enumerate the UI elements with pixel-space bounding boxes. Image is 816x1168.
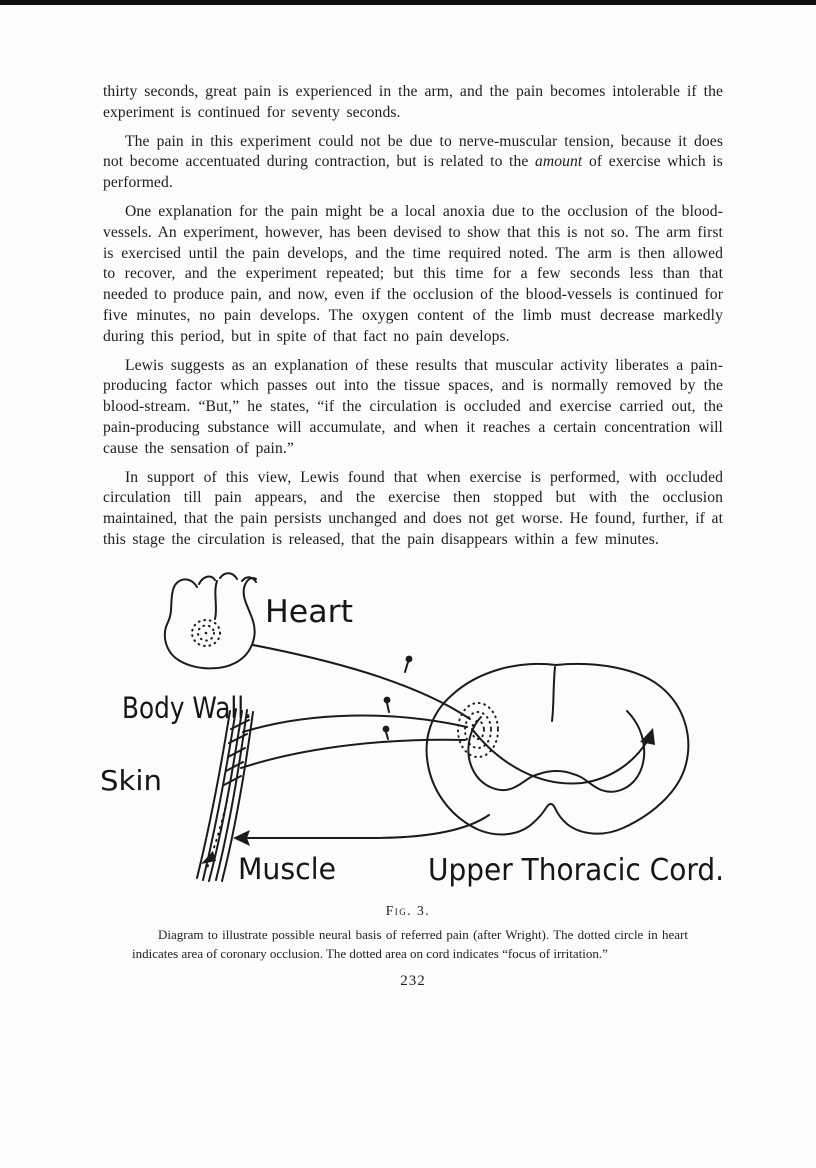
pin-dot [406, 655, 413, 662]
focus-of-irritation-mid [465, 712, 491, 748]
pin-stem [405, 662, 408, 672]
skin-label: Skin [100, 763, 162, 797]
ganglion-pin-1 [405, 655, 412, 671]
spinal-cord-section [427, 664, 689, 835]
italic-word-amount: amount [534, 153, 583, 171]
cord-label: Upper Thoracic Cord. [428, 852, 724, 888]
band-line [203, 709, 236, 880]
cord-outline [427, 664, 689, 835]
paragraph-anoxia-experiment: One explanation for the pain might be a local anoxia due to the occlusion of the blood-vessels. An experiment, however, has been devised to show that this is not so. The arm first is exercised until the pain develops, and the time required noted. The arm is then allowed to recover, and the experiment repeated; but this time for a few seconds less than that needed to produce pain, and now, even if the occlusion of the blood-vessels is continued for five minutes, no pain develops. The oxygen content of the limb must decrease markedly during this period, but in spite of that fact no pain develops. [103, 202, 723, 345]
paragraph-nerve-tension [103, 132, 723, 194]
paragraph-continuation: thirty seconds, great pain is experienced in the arm, and the pain becomes intolerable if the experiment is continued for seventy seconds. [103, 83, 723, 121]
paragraph-occlusion-support: In support of this view, Lewis found that when exercise is performed, with occluded circulation till pain appears, and the exercise then stopped but with the occlusion maintained, that the pain persists unchanged and does not get worse. He found, further, if at this stage the circulation is released, that the pain disappears within a few minutes. [103, 468, 723, 548]
ganglion-pin-2 [384, 696, 391, 711]
figure-caption [0, 903, 816, 963]
paragraph-lewis-explanation: Lewis suggests as an explanation of these results that muscular activity liberates a pain-producing factor which passes out into the tissue spaces, and is normally removed by the blood-stream. “But,” he states, “if the circulation is occluded and exercise carried out, the pain-producing substance will accumulate, and when it reaches a certain concentration will cause the sensation of pain.” [103, 356, 723, 457]
occlusion-center-dot [205, 631, 208, 634]
gray-matter-left [468, 717, 539, 790]
figure-caption-text: Diagram to illustrate possible neural basis of referred pain (after Wright). The dotted circle in heart indicates area of coronary occlusion. The dotted area on cord indicates “focus of irritation.” [132, 926, 688, 961]
gray-matter-right [573, 711, 644, 792]
referred-pain-diagram [0, 569, 816, 899]
paragraph-text: of exercise which is performed. [103, 153, 723, 192]
heart-lobe-line [215, 581, 217, 619]
afferent-from-skin [241, 739, 465, 767]
pin-stem [386, 732, 388, 739]
figure-3 [0, 569, 816, 963]
figure-caption-title: Fig. 3. [385, 902, 431, 918]
heart-outline [165, 578, 256, 668]
afferent-from-heart [253, 645, 470, 719]
pin-stem [387, 703, 389, 712]
page-number: 232 [400, 972, 426, 989]
body-wall-label: Body Wall. [122, 690, 252, 725]
gray-matter-center [539, 771, 573, 774]
nerve-pathways [233, 645, 489, 846]
paragraph-text: The pain in this experiment could not be due to nerve-muscular tension, because it does not become accentuated during contraction, but is related to the [103, 132, 723, 171]
scan-edge-artifact [0, 0, 816, 5]
dorsal-median-sulcus [552, 667, 555, 721]
heart-drawing [165, 573, 256, 668]
heart-label: Heart [265, 593, 353, 630]
muscle-label: Muscle [238, 851, 336, 886]
efferent-to-muscle [248, 815, 489, 838]
ascending-tract [472, 729, 649, 784]
heart-vessels [199, 573, 256, 584]
ganglion-pin-3 [383, 725, 390, 738]
